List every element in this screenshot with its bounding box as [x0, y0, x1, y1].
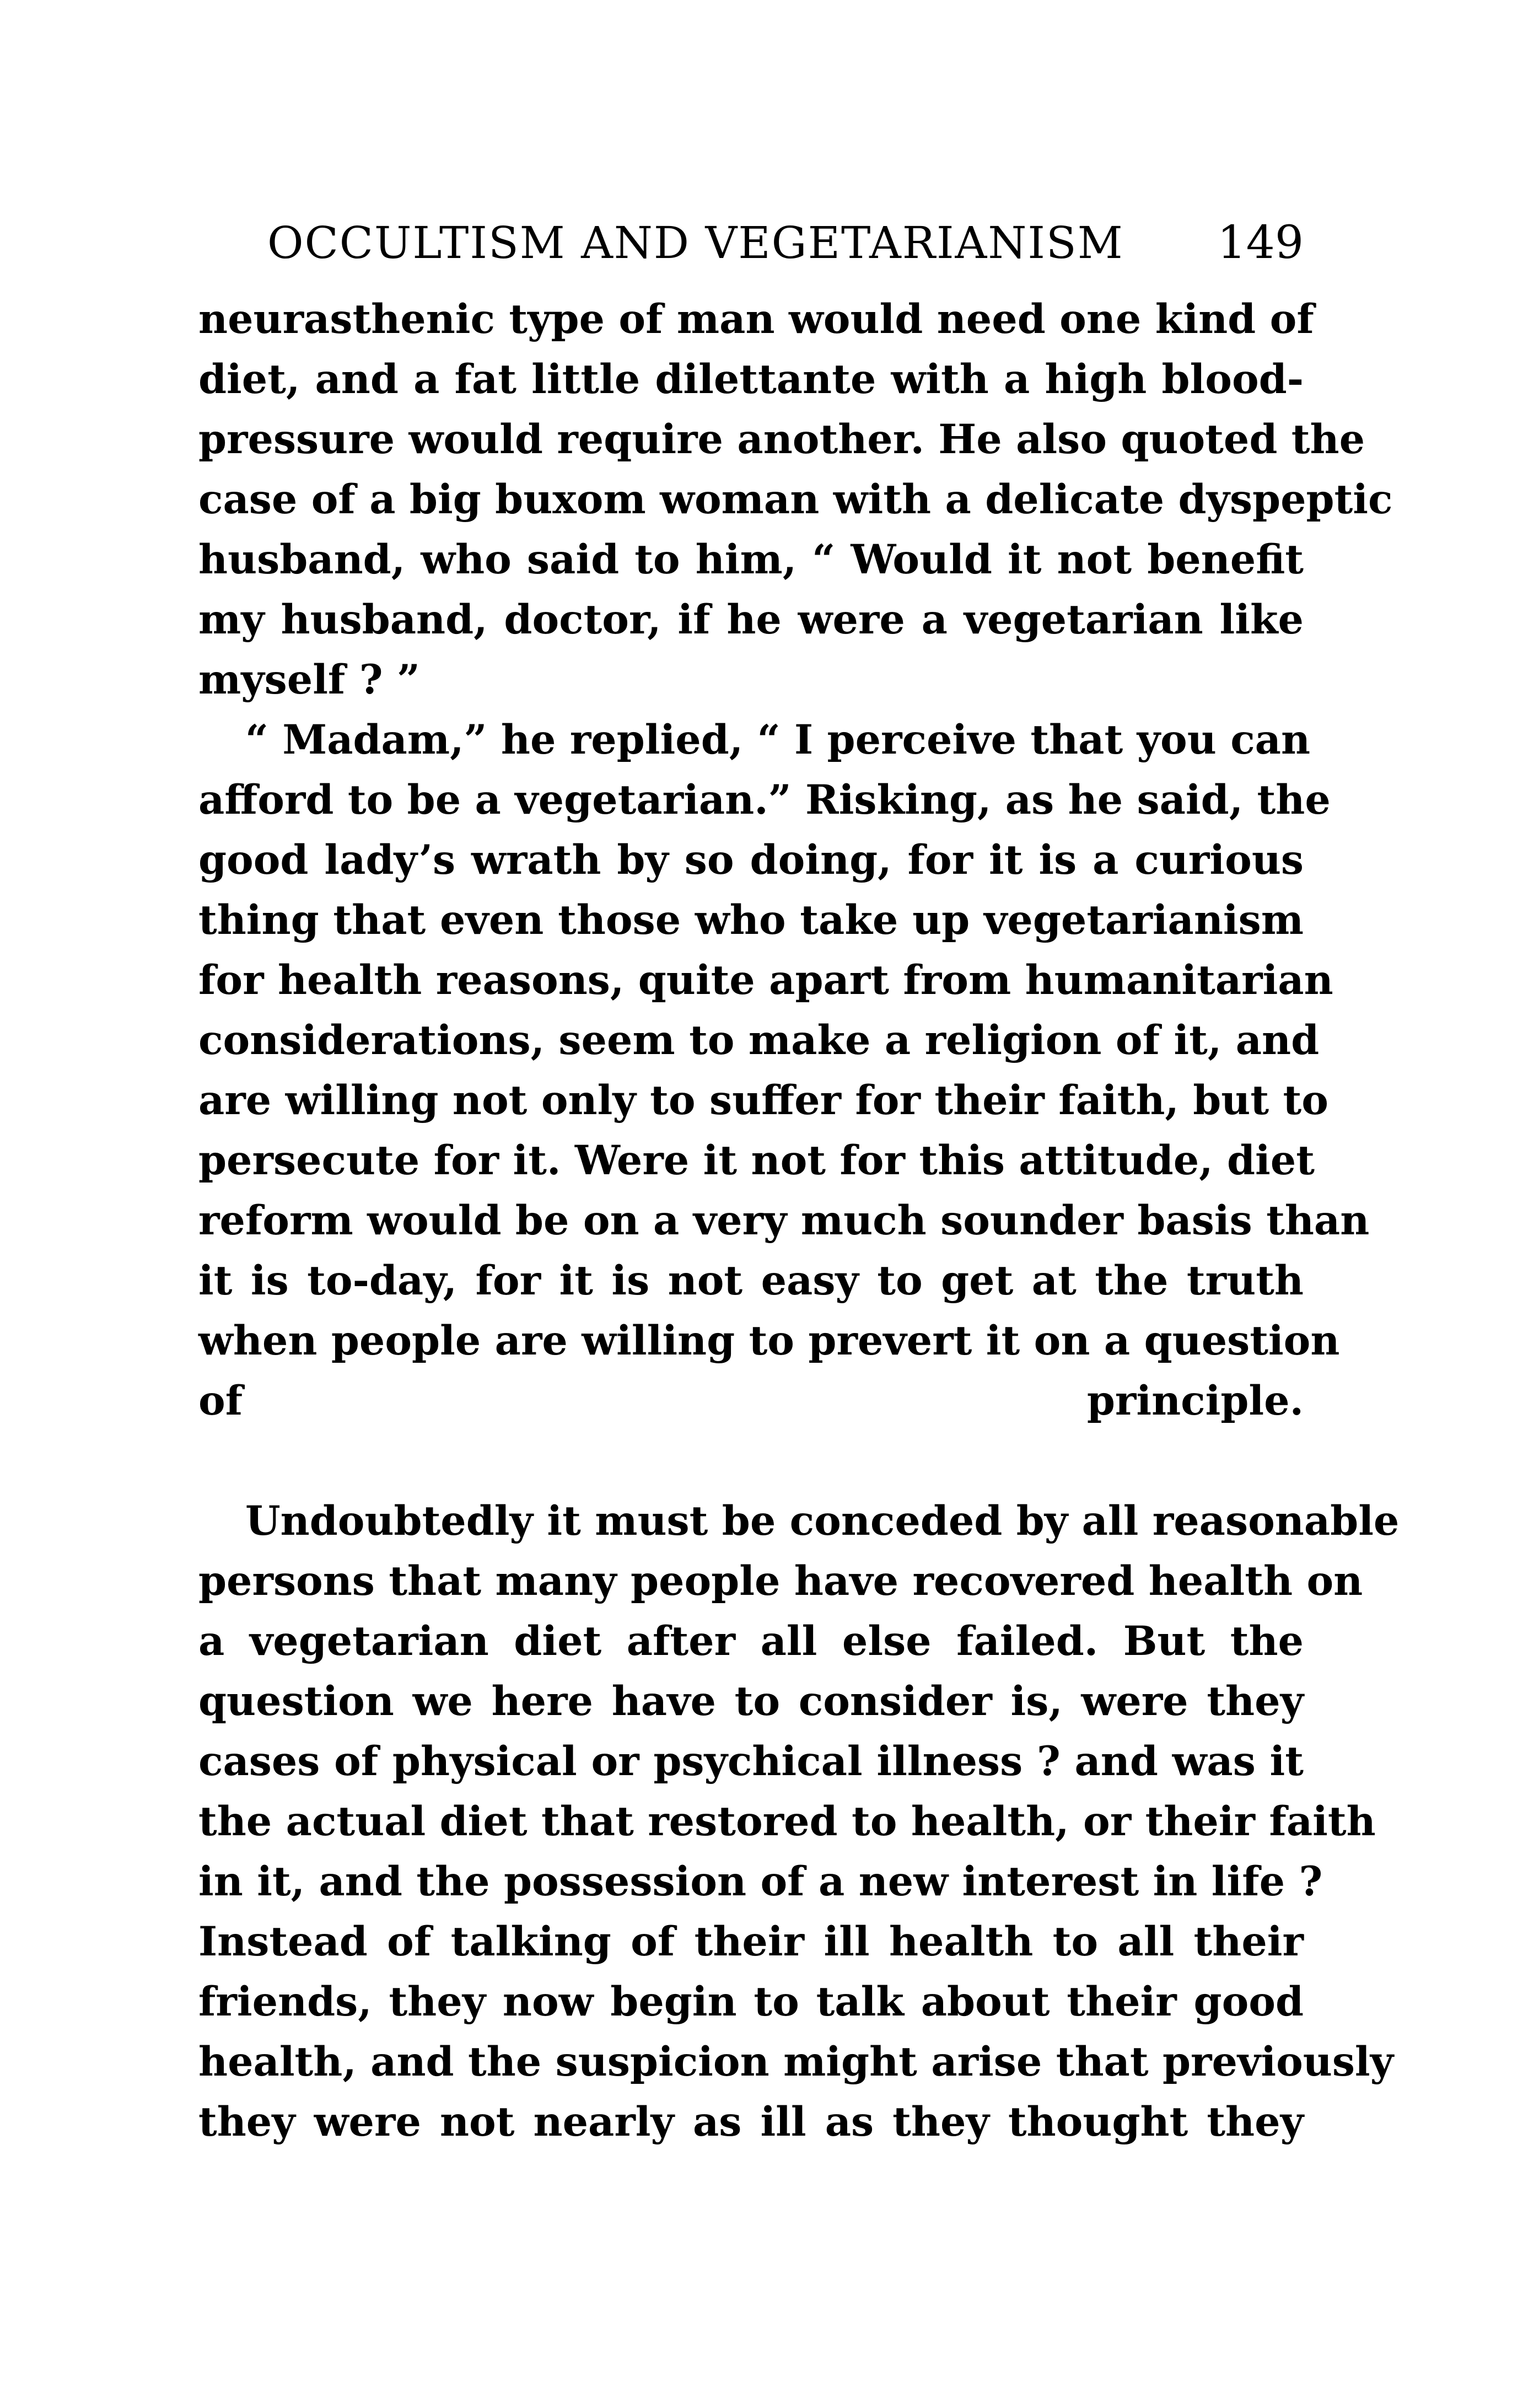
- text-line: health, and the suspicion might arise that previously: [198, 2038, 1394, 2086]
- text-line: it is to-day, for it is not easy to get at the truth: [198, 1257, 1304, 1304]
- text-line: when people are willing to prevert it on a question: [198, 1317, 1340, 1364]
- text-line: thing that even those who take up vegetarianism: [198, 896, 1304, 944]
- text-line: the actual diet that restored to health, or their faith: [198, 1798, 1376, 1845]
- text-line: considerations, seem to make a religion of it, and: [198, 1017, 1320, 1064]
- body-text: [198, 289, 1400, 2152]
- text-line: case of a big buxom woman with a delicate dyspeptic: [198, 476, 1393, 523]
- text-line: Instead of talking of their ill health to all their: [198, 1918, 1304, 1965]
- text-line: a vegetarian diet after all else failed. But the: [198, 1617, 1304, 1665]
- text-line: cases of physical or psychical illness ? and was it: [198, 1738, 1304, 1785]
- text-line: my husband, doctor, if he were a vegetarian like: [198, 596, 1304, 643]
- text-line: good lady’s wrath by so doing, for it is a curious: [198, 836, 1304, 884]
- text-line: question we here have to consider is, were they: [198, 1678, 1304, 1725]
- text-line: they were not nearly as ill as they thought they: [198, 2098, 1304, 2146]
- paragraph: [198, 1491, 1400, 2152]
- text-line: afford to be a vegetarian.” Risking, as he said, the: [198, 776, 1331, 824]
- paragraph: [198, 289, 1393, 710]
- text-line: Undoubtedly it must be conceded by all reasonable: [245, 1497, 1400, 1545]
- text-line: persecute for it. Were it not for this attitude, diet: [198, 1137, 1315, 1184]
- text-line: for health reasons, quite apart from humanitarian: [198, 956, 1333, 1004]
- text-line: friends, they now begin to talk about their good: [198, 1978, 1304, 2025]
- text-line: husband, who said to him, “ Would it not benefit: [198, 536, 1304, 583]
- text-line: diet, and a fat little dilettante with a high blood-: [198, 356, 1304, 403]
- paragraph: [198, 710, 1370, 1491]
- text-line: of principle.: [198, 1377, 1304, 1425]
- text-line: myself ? ”: [198, 656, 420, 703]
- running-head: OCCULTISM AND VEGETARIANISM: [267, 217, 1124, 268]
- text-line: [198, 1431, 1304, 1491]
- text-line: pressure would require another. He also quoted the: [198, 416, 1365, 463]
- text-line: in it, and the possession of a new interest in life ?: [198, 1858, 1323, 1905]
- text-line: are willing not only to suffer for their faith, but to: [198, 1077, 1328, 1124]
- text-line: persons that many people have recovered health on: [198, 1557, 1363, 1605]
- text-line: reform would be on a very much sounder basis than: [198, 1197, 1370, 1244]
- page-number: 149: [1217, 216, 1304, 269]
- page-header: [267, 212, 1304, 273]
- text-line: “ Madam,” he replied, “ I perceive that you can: [245, 716, 1311, 764]
- text-line: neurasthenic type of man would need one kind of: [198, 295, 1314, 343]
